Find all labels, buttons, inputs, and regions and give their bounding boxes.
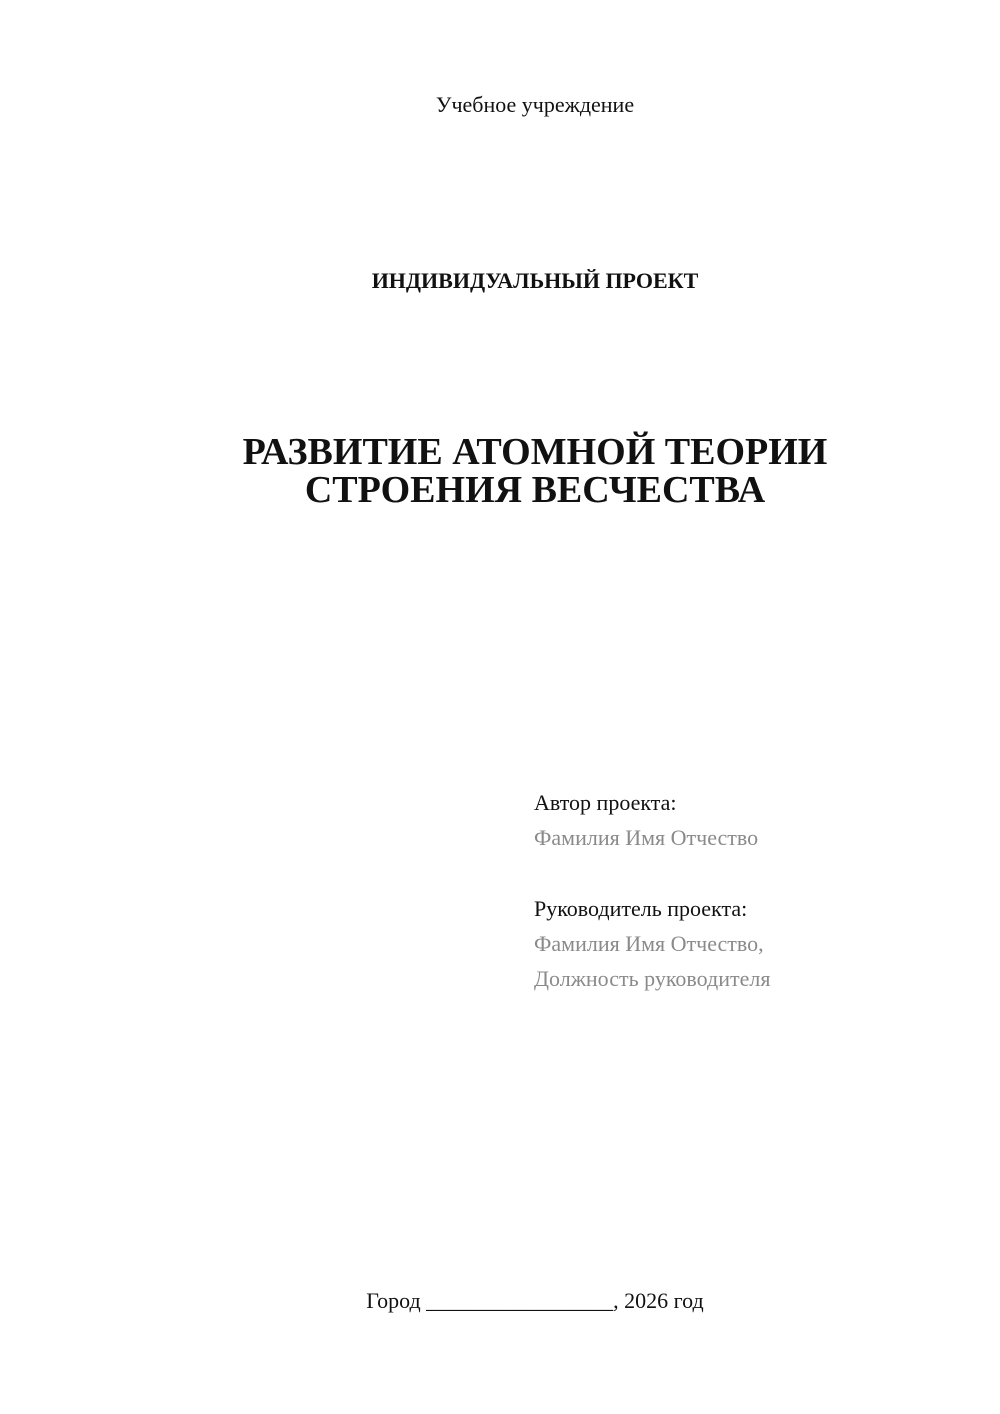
city-year-line: Город _________________, 2026 год [366,1288,704,1313]
supervisor-name: Фамилия Имя Отчество, [534,931,764,956]
project-type: ИНДИВИДУАЛЬНЫЙ ПРОЕКТ [371,268,699,293]
institution-name: Учебное учреждение [435,92,635,117]
supervisor-block [534,891,770,996]
supervisor-label: Руководитель проекта: [534,896,748,921]
supervisor-position: Должность руководителя [534,966,771,991]
project-title-line-1: РАЗВИТИЕ АТОМНОЙ ТЕОРИИ [242,431,828,473]
author-block [534,785,758,855]
author-name: Фамилия Имя Отчество [534,825,759,850]
project-title [0,433,1000,509]
project-title-line-2: СТРОЕНИЯ ВЕСЧЕСТВА [304,469,766,511]
author-label: Автор проекта: [534,790,677,815]
